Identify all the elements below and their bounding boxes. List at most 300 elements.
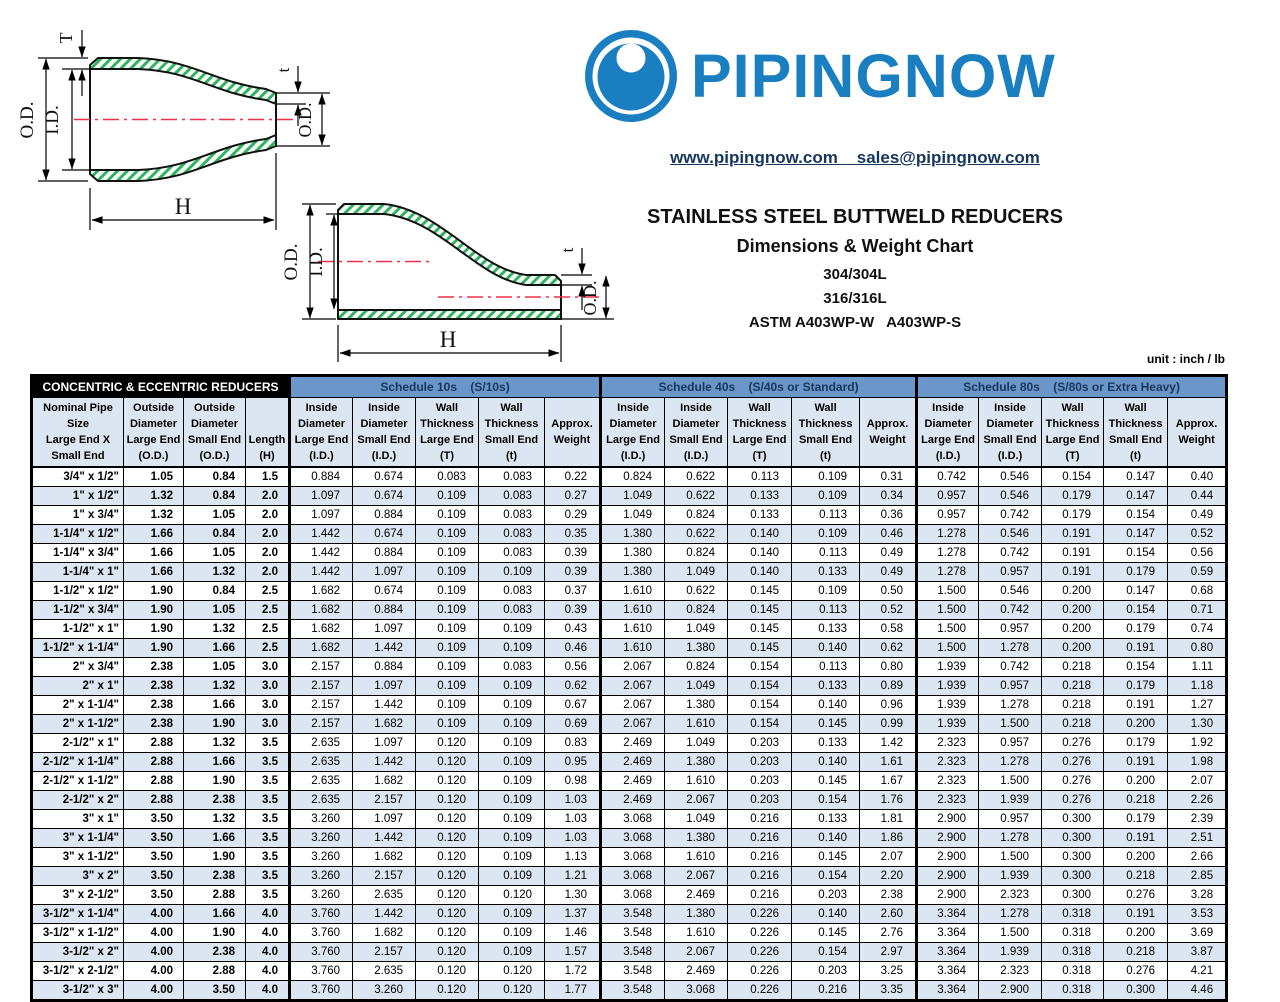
table-cell: 0.154 bbox=[792, 867, 860, 886]
table-cell: 2-1/2" x 1" bbox=[32, 734, 124, 753]
table-cell: 0.120 bbox=[479, 886, 545, 905]
table-cell: 4.0 bbox=[246, 924, 290, 943]
table-cell: 2.0 bbox=[246, 487, 290, 506]
table-cell: 3-1/2" x 1-1/2" bbox=[32, 924, 124, 943]
table-cell: 0.191 bbox=[1104, 753, 1168, 772]
table-cell: 2.0 bbox=[246, 563, 290, 582]
table-cell: 0.674 bbox=[353, 525, 416, 544]
table-cell: 0.083 bbox=[479, 658, 545, 677]
table-cell: 2.323 bbox=[979, 962, 1042, 981]
table-cell: 2.60 bbox=[860, 905, 917, 924]
table-cell: 0.154 bbox=[728, 658, 792, 677]
table-cell: 0.39 bbox=[545, 563, 601, 582]
table-cell: 0.27 bbox=[545, 487, 601, 506]
table-cell: 0.120 bbox=[416, 905, 479, 924]
table-cell: 3.5 bbox=[246, 829, 290, 848]
table-cell: 1.500 bbox=[917, 582, 979, 601]
table-cell: 2.38 bbox=[184, 943, 246, 962]
table-cell: 0.546 bbox=[979, 582, 1042, 601]
table-cell: 0.200 bbox=[1104, 772, 1168, 791]
table-cell: 2.900 bbox=[979, 981, 1042, 1001]
table-cell: 0.109 bbox=[416, 601, 479, 620]
table-cell: 0.31 bbox=[860, 467, 917, 487]
table-cell: 0.179 bbox=[1042, 487, 1104, 506]
table-cell: 2.07 bbox=[1168, 772, 1227, 791]
contact-links[interactable]: www.pipingnow.com sales@pipingnow.com bbox=[670, 148, 1040, 167]
table-cell: 3.760 bbox=[290, 924, 353, 943]
table-cell: 0.218 bbox=[1104, 943, 1168, 962]
table-cell: 1.682 bbox=[353, 715, 416, 734]
table-cell: 2.157 bbox=[353, 867, 416, 886]
table-cell: 0.824 bbox=[601, 467, 665, 487]
column-header: Wall Thickness Large End (T) bbox=[728, 398, 792, 468]
table-cell: 2.067 bbox=[601, 677, 665, 696]
table-cell: 2.469 bbox=[601, 772, 665, 791]
table-cell: 3-1/2" x 2-1/2" bbox=[32, 962, 124, 981]
table-cell: 0.318 bbox=[1042, 981, 1104, 1001]
table-cell: 2" x 1" bbox=[32, 677, 124, 696]
table-cell: 2.38 bbox=[184, 791, 246, 810]
table-cell: 0.957 bbox=[917, 506, 979, 525]
table-cell: 1-1/4" x 3/4" bbox=[32, 544, 124, 563]
table-cell: 2.157 bbox=[353, 943, 416, 962]
column-header: Inside Diameter Large End (I.D.) bbox=[290, 398, 353, 468]
table-cell: 0.824 bbox=[665, 601, 728, 620]
table-cell: 0.84 bbox=[184, 525, 246, 544]
table-cell: 0.109 bbox=[479, 639, 545, 658]
table-cell: 1.682 bbox=[353, 772, 416, 791]
table-cell: 0.113 bbox=[792, 544, 860, 563]
table-cell: 3.760 bbox=[290, 943, 353, 962]
table-cell: 2.38 bbox=[124, 696, 184, 715]
table-cell: 1.278 bbox=[979, 639, 1042, 658]
table-cell: 0.216 bbox=[728, 848, 792, 867]
dim-label-id: I.D. bbox=[42, 105, 63, 135]
table-cell: 1.32 bbox=[184, 677, 246, 696]
table-cell: 3.69 bbox=[1168, 924, 1227, 943]
table-cell: 1.049 bbox=[665, 620, 728, 639]
dim-label-t: t bbox=[274, 67, 293, 73]
table-cell: 0.203 bbox=[728, 791, 792, 810]
table-cell: 1.442 bbox=[353, 639, 416, 658]
table-cell: 1.442 bbox=[353, 905, 416, 924]
table-cell: 1.610 bbox=[665, 924, 728, 943]
table-cell: 3.068 bbox=[601, 810, 665, 829]
group-header: Schedule 40s (S/40s or Standard) bbox=[601, 376, 917, 398]
table-cell: 2.76 bbox=[860, 924, 917, 943]
table-cell: 3.260 bbox=[353, 981, 416, 1001]
table-cell: 0.191 bbox=[1104, 696, 1168, 715]
table-cell: 2.97 bbox=[860, 943, 917, 962]
reducer-top-wall bbox=[90, 58, 276, 104]
column-header: Approx. Weight bbox=[545, 398, 601, 468]
column-header: Wall Thickness Small End (t) bbox=[792, 398, 860, 468]
table-cell: 0.113 bbox=[728, 467, 792, 487]
table-cell: 0.957 bbox=[917, 487, 979, 506]
table-cell: 0.226 bbox=[728, 905, 792, 924]
table-cell: 0.742 bbox=[979, 601, 1042, 620]
table-cell: 3.548 bbox=[601, 943, 665, 962]
table-cell: 0.200 bbox=[1104, 715, 1168, 734]
table-cell: 0.109 bbox=[416, 582, 479, 601]
table-cell: 2.635 bbox=[353, 962, 416, 981]
table-cell: 0.824 bbox=[665, 658, 728, 677]
table-cell: 0.109 bbox=[416, 658, 479, 677]
table-cell: 0.300 bbox=[1042, 886, 1104, 905]
table-cell: 0.109 bbox=[792, 525, 860, 544]
table-cell: 2.5 bbox=[246, 639, 290, 658]
table-cell: 0.742 bbox=[979, 658, 1042, 677]
table-cell: 2.5 bbox=[246, 620, 290, 639]
table-cell: 1" x 1/2" bbox=[32, 487, 124, 506]
table-cell: 0.120 bbox=[416, 943, 479, 962]
column-header: Approx. Weight bbox=[1168, 398, 1227, 468]
table-cell: 1.03 bbox=[545, 791, 601, 810]
table-cell: 0.145 bbox=[728, 620, 792, 639]
table-cell: 0.49 bbox=[860, 563, 917, 582]
table-cell: 1.66 bbox=[124, 544, 184, 563]
table-cell: 0.083 bbox=[479, 487, 545, 506]
table-cell: 1.278 bbox=[979, 753, 1042, 772]
table-cell: 0.154 bbox=[728, 677, 792, 696]
table-cell: 1.380 bbox=[601, 525, 665, 544]
table-cell: 0.179 bbox=[1104, 810, 1168, 829]
table-cell: 4.0 bbox=[246, 943, 290, 962]
table-cell: 1.939 bbox=[979, 867, 1042, 886]
table-cell: 0.674 bbox=[353, 487, 416, 506]
group-header: CONCENTRIC & ECCENTRIC REDUCERS bbox=[32, 376, 290, 398]
table-cell: 4.21 bbox=[1168, 962, 1227, 981]
table-cell: 0.145 bbox=[728, 601, 792, 620]
table-cell: 0.957 bbox=[979, 620, 1042, 639]
table-cell: 0.39 bbox=[545, 601, 601, 620]
table-cell: 0.39 bbox=[545, 544, 601, 563]
table-cell: 0.145 bbox=[792, 715, 860, 734]
table-cell: 0.67 bbox=[545, 696, 601, 715]
table-cell: 0.083 bbox=[416, 467, 479, 487]
table-cell: 3.260 bbox=[290, 886, 353, 905]
reducer-bottom-wall bbox=[90, 135, 276, 181]
table-cell: 1.72 bbox=[545, 962, 601, 981]
table-cell: 1.42 bbox=[860, 734, 917, 753]
table-cell: 0.109 bbox=[416, 715, 479, 734]
table-cell: 0.742 bbox=[979, 544, 1042, 563]
table-cell: 1.097 bbox=[353, 677, 416, 696]
table-cell: 1.939 bbox=[917, 696, 979, 715]
table-cell: 1.278 bbox=[917, 563, 979, 582]
table-cell: 0.276 bbox=[1042, 791, 1104, 810]
table-cell: 0.80 bbox=[860, 658, 917, 677]
table-cell: 4.00 bbox=[124, 905, 184, 924]
table-cell: 3.364 bbox=[917, 981, 979, 1001]
table-cell: 1.90 bbox=[184, 924, 246, 943]
table-cell: 0.226 bbox=[728, 943, 792, 962]
table-row bbox=[32, 924, 1227, 943]
table-cell: 0.884 bbox=[353, 544, 416, 563]
table-cell: 1.097 bbox=[353, 620, 416, 639]
table-cell: 0.109 bbox=[416, 525, 479, 544]
table-cell: 0.120 bbox=[479, 981, 545, 1001]
table-cell: 0.109 bbox=[416, 696, 479, 715]
table-cell: 0.109 bbox=[479, 734, 545, 753]
table-cell: 3.260 bbox=[290, 867, 353, 886]
table-cell: 1.05 bbox=[184, 506, 246, 525]
table-cell: 1.049 bbox=[665, 734, 728, 753]
table-cell: 0.46 bbox=[860, 525, 917, 544]
table-cell: 0.147 bbox=[1104, 467, 1168, 487]
table-cell: 2.157 bbox=[290, 715, 353, 734]
column-header: Wall Thickness Large End (T) bbox=[416, 398, 479, 468]
table-cell: 0.113 bbox=[792, 506, 860, 525]
table-cell: 0.218 bbox=[1042, 658, 1104, 677]
table-cell: 0.109 bbox=[792, 487, 860, 506]
table-cell: 0.109 bbox=[792, 582, 860, 601]
table-cell: 2.323 bbox=[917, 791, 979, 810]
table-cell: 1.76 bbox=[860, 791, 917, 810]
table-cell: 1-1/2" x 1/2" bbox=[32, 582, 124, 601]
table-cell: 0.37 bbox=[545, 582, 601, 601]
table-cell: 1.278 bbox=[979, 829, 1042, 848]
table-cell: 0.62 bbox=[545, 677, 601, 696]
table-cell: 2.0 bbox=[246, 525, 290, 544]
table-cell: 1.278 bbox=[979, 905, 1042, 924]
table-cell: 0.546 bbox=[979, 525, 1042, 544]
group-header: Schedule 10s (S/10s) bbox=[290, 376, 601, 398]
table-cell: 1.32 bbox=[124, 506, 184, 525]
table-cell: 0.120 bbox=[416, 791, 479, 810]
table-row bbox=[32, 639, 1227, 658]
table-cell: 0.22 bbox=[545, 467, 601, 487]
table-cell: 0.300 bbox=[1042, 810, 1104, 829]
table-cell: 0.34 bbox=[860, 487, 917, 506]
table-cell: 1.278 bbox=[979, 696, 1042, 715]
table-cell: 2.067 bbox=[665, 943, 728, 962]
table-cell: 0.191 bbox=[1104, 905, 1168, 924]
column-header: Outside Diameter Small End (O.D.) bbox=[184, 398, 246, 468]
table-cell: 0.84 bbox=[184, 467, 246, 487]
table-cell: 2.88 bbox=[124, 791, 184, 810]
table-cell: 0.83 bbox=[545, 734, 601, 753]
dim-label-od-large: O.D. bbox=[281, 243, 302, 281]
column-header: Wall Thickness Large End (T) bbox=[1042, 398, 1104, 468]
table-cell: 2.20 bbox=[860, 867, 917, 886]
table-cell: 0.083 bbox=[479, 544, 545, 563]
table-cell: 0.140 bbox=[792, 753, 860, 772]
table-cell: 0.109 bbox=[479, 905, 545, 924]
table-cell: 0.71 bbox=[1168, 601, 1227, 620]
table-cell: 3.364 bbox=[917, 924, 979, 943]
table-cell: 1.442 bbox=[353, 753, 416, 772]
table-cell: 1.442 bbox=[353, 696, 416, 715]
table-head bbox=[32, 376, 1227, 468]
table-cell: 0.622 bbox=[665, 487, 728, 506]
table-cell: 0.622 bbox=[665, 582, 728, 601]
table-cell: 1.500 bbox=[979, 715, 1042, 734]
table-body bbox=[32, 467, 1227, 1001]
table-cell: 1.32 bbox=[184, 734, 246, 753]
table-cell: 1.90 bbox=[184, 715, 246, 734]
table-cell: 1.03 bbox=[545, 829, 601, 848]
table-cell: 3.548 bbox=[601, 962, 665, 981]
table-cell: 0.80 bbox=[1168, 639, 1227, 658]
table-cell: 2.635 bbox=[290, 753, 353, 772]
dim-label-T: T bbox=[56, 32, 76, 44]
table-cell: 1.610 bbox=[665, 772, 728, 791]
table-row bbox=[32, 525, 1227, 544]
table-cell: 0.200 bbox=[1042, 601, 1104, 620]
table-cell: 0.109 bbox=[479, 620, 545, 639]
table-cell: 0.109 bbox=[479, 829, 545, 848]
table-cell: 3.28 bbox=[1168, 886, 1227, 905]
table-cell: 0.120 bbox=[416, 962, 479, 981]
table-cell: 0.120 bbox=[416, 810, 479, 829]
table-cell: 1.442 bbox=[290, 563, 353, 582]
doc-subtitle: Dimensions & Weight Chart bbox=[736, 236, 974, 256]
table-row bbox=[32, 734, 1227, 753]
dim-label-od-small: O.D. bbox=[580, 280, 600, 316]
table-row bbox=[32, 544, 1227, 563]
table-cell: 2.88 bbox=[124, 734, 184, 753]
table-cell: 0.957 bbox=[979, 734, 1042, 753]
title-block bbox=[605, 206, 1105, 331]
table-cell: 0.140 bbox=[728, 544, 792, 563]
table-cell: 0.216 bbox=[728, 810, 792, 829]
table-cell: 0.218 bbox=[1104, 791, 1168, 810]
table-cell: 0.742 bbox=[979, 506, 1042, 525]
table-cell: 2" x 1-1/4" bbox=[32, 696, 124, 715]
table-cell: 0.218 bbox=[1104, 867, 1168, 886]
table-cell: 0.49 bbox=[860, 544, 917, 563]
table-cell: 0.226 bbox=[728, 962, 792, 981]
table-cell: 2.0 bbox=[246, 544, 290, 563]
table-cell: 1.66 bbox=[184, 753, 246, 772]
table-row bbox=[32, 696, 1227, 715]
table-cell: 0.154 bbox=[1104, 506, 1168, 525]
table-cell: 1.610 bbox=[665, 848, 728, 867]
table-cell: 0.59 bbox=[1168, 563, 1227, 582]
table-cell: 1.90 bbox=[124, 620, 184, 639]
table-cell: 1.32 bbox=[184, 620, 246, 639]
table-cell: 3" x 1-1/2" bbox=[32, 848, 124, 867]
table-cell: 0.52 bbox=[1168, 525, 1227, 544]
table-cell: 0.133 bbox=[792, 734, 860, 753]
table-cell: 0.216 bbox=[728, 829, 792, 848]
table-cell: 0.109 bbox=[416, 639, 479, 658]
table-cell: 0.133 bbox=[792, 810, 860, 829]
table-cell: 2.38 bbox=[124, 715, 184, 734]
table-cell: 1-1/2" x 1" bbox=[32, 620, 124, 639]
logo bbox=[583, 28, 1056, 124]
table-cell: 0.154 bbox=[792, 791, 860, 810]
table-cell: 1.32 bbox=[184, 563, 246, 582]
table-cell: 1.77 bbox=[545, 981, 601, 1001]
table-cell: 0.69 bbox=[545, 715, 601, 734]
column-header: Inside Diameter Small End (I.D.) bbox=[665, 398, 728, 468]
table-cell: 0.179 bbox=[1104, 734, 1168, 753]
table-cell: 0.083 bbox=[479, 582, 545, 601]
table-cell: 1.66 bbox=[124, 525, 184, 544]
table-cell: 3.5 bbox=[246, 886, 290, 905]
table-cell: 0.154 bbox=[792, 943, 860, 962]
table-cell: 2.323 bbox=[979, 886, 1042, 905]
table-cell: 0.40 bbox=[1168, 467, 1227, 487]
table-cell: 2.469 bbox=[601, 753, 665, 772]
table-cell: 0.147 bbox=[1104, 582, 1168, 601]
dim-label-id: I.D. bbox=[306, 247, 327, 277]
unit-note: unit : inch / lb bbox=[1147, 352, 1225, 366]
table-cell: 3.50 bbox=[184, 981, 246, 1001]
table-cell: 1.049 bbox=[665, 563, 728, 582]
table-cell: 0.109 bbox=[479, 791, 545, 810]
table-cell: 0.300 bbox=[1104, 981, 1168, 1001]
table-cell: 0.200 bbox=[1042, 620, 1104, 639]
table-cell: 0.276 bbox=[1042, 734, 1104, 753]
table-cell: 2.323 bbox=[917, 734, 979, 753]
table-cell: 0.120 bbox=[416, 981, 479, 1001]
table-cell: 0.218 bbox=[1042, 677, 1104, 696]
table-cell: 3.53 bbox=[1168, 905, 1227, 924]
table-cell: 1.442 bbox=[290, 525, 353, 544]
table-cell: 1.380 bbox=[665, 696, 728, 715]
table-cell: 0.203 bbox=[728, 772, 792, 791]
table-cell: 1.66 bbox=[184, 696, 246, 715]
table-cell: 2.067 bbox=[601, 696, 665, 715]
table-cell: 0.140 bbox=[792, 639, 860, 658]
column-header: Outside Diameter Large End (O.D.) bbox=[124, 398, 184, 468]
table-cell: 0.36 bbox=[860, 506, 917, 525]
table-cell: 0.145 bbox=[728, 582, 792, 601]
table-cell: 2.067 bbox=[601, 658, 665, 677]
table-row bbox=[32, 962, 1227, 981]
table-cell: 3.50 bbox=[124, 829, 184, 848]
table-cell: 0.203 bbox=[792, 886, 860, 905]
table-cell: 2.38 bbox=[860, 886, 917, 905]
table-cell: 1.61 bbox=[860, 753, 917, 772]
table-cell: 1.380 bbox=[665, 639, 728, 658]
table-cell: 1.05 bbox=[184, 601, 246, 620]
table-cell: 0.674 bbox=[353, 582, 416, 601]
table-cell: 0.29 bbox=[545, 506, 601, 525]
table-cell: 2.157 bbox=[290, 696, 353, 715]
column-header: Approx. Weight bbox=[860, 398, 917, 468]
table-cell: 1.442 bbox=[353, 829, 416, 848]
table-cell: 2.88 bbox=[124, 772, 184, 791]
table-cell: 0.154 bbox=[1104, 544, 1168, 563]
table-row bbox=[32, 886, 1227, 905]
table-cell: 4.00 bbox=[124, 962, 184, 981]
table-cell: 2.900 bbox=[917, 886, 979, 905]
table-cell: 1.03 bbox=[545, 810, 601, 829]
table-cell: 1.05 bbox=[184, 544, 246, 563]
table-cell: 0.120 bbox=[416, 829, 479, 848]
table-cell: 0.109 bbox=[479, 848, 545, 867]
table-cell: 0.276 bbox=[1104, 886, 1168, 905]
table-cell: 2.88 bbox=[184, 886, 246, 905]
table-cell: 3/4" x 1/2" bbox=[32, 467, 124, 487]
table-cell: 1.380 bbox=[601, 563, 665, 582]
table-cell: 2.88 bbox=[184, 962, 246, 981]
table-cell: 2.635 bbox=[353, 886, 416, 905]
table-cell: 0.191 bbox=[1042, 525, 1104, 544]
table-cell: 3.50 bbox=[124, 810, 184, 829]
table-cell: 0.318 bbox=[1042, 943, 1104, 962]
table-cell: 0.99 bbox=[860, 715, 917, 734]
table-cell: 3.5 bbox=[246, 867, 290, 886]
brand-name: PIPINGNOW bbox=[691, 42, 1056, 110]
table-cell: 0.84 bbox=[184, 582, 246, 601]
table-cell: 0.74 bbox=[1168, 620, 1227, 639]
table-cell: 3.364 bbox=[917, 905, 979, 924]
